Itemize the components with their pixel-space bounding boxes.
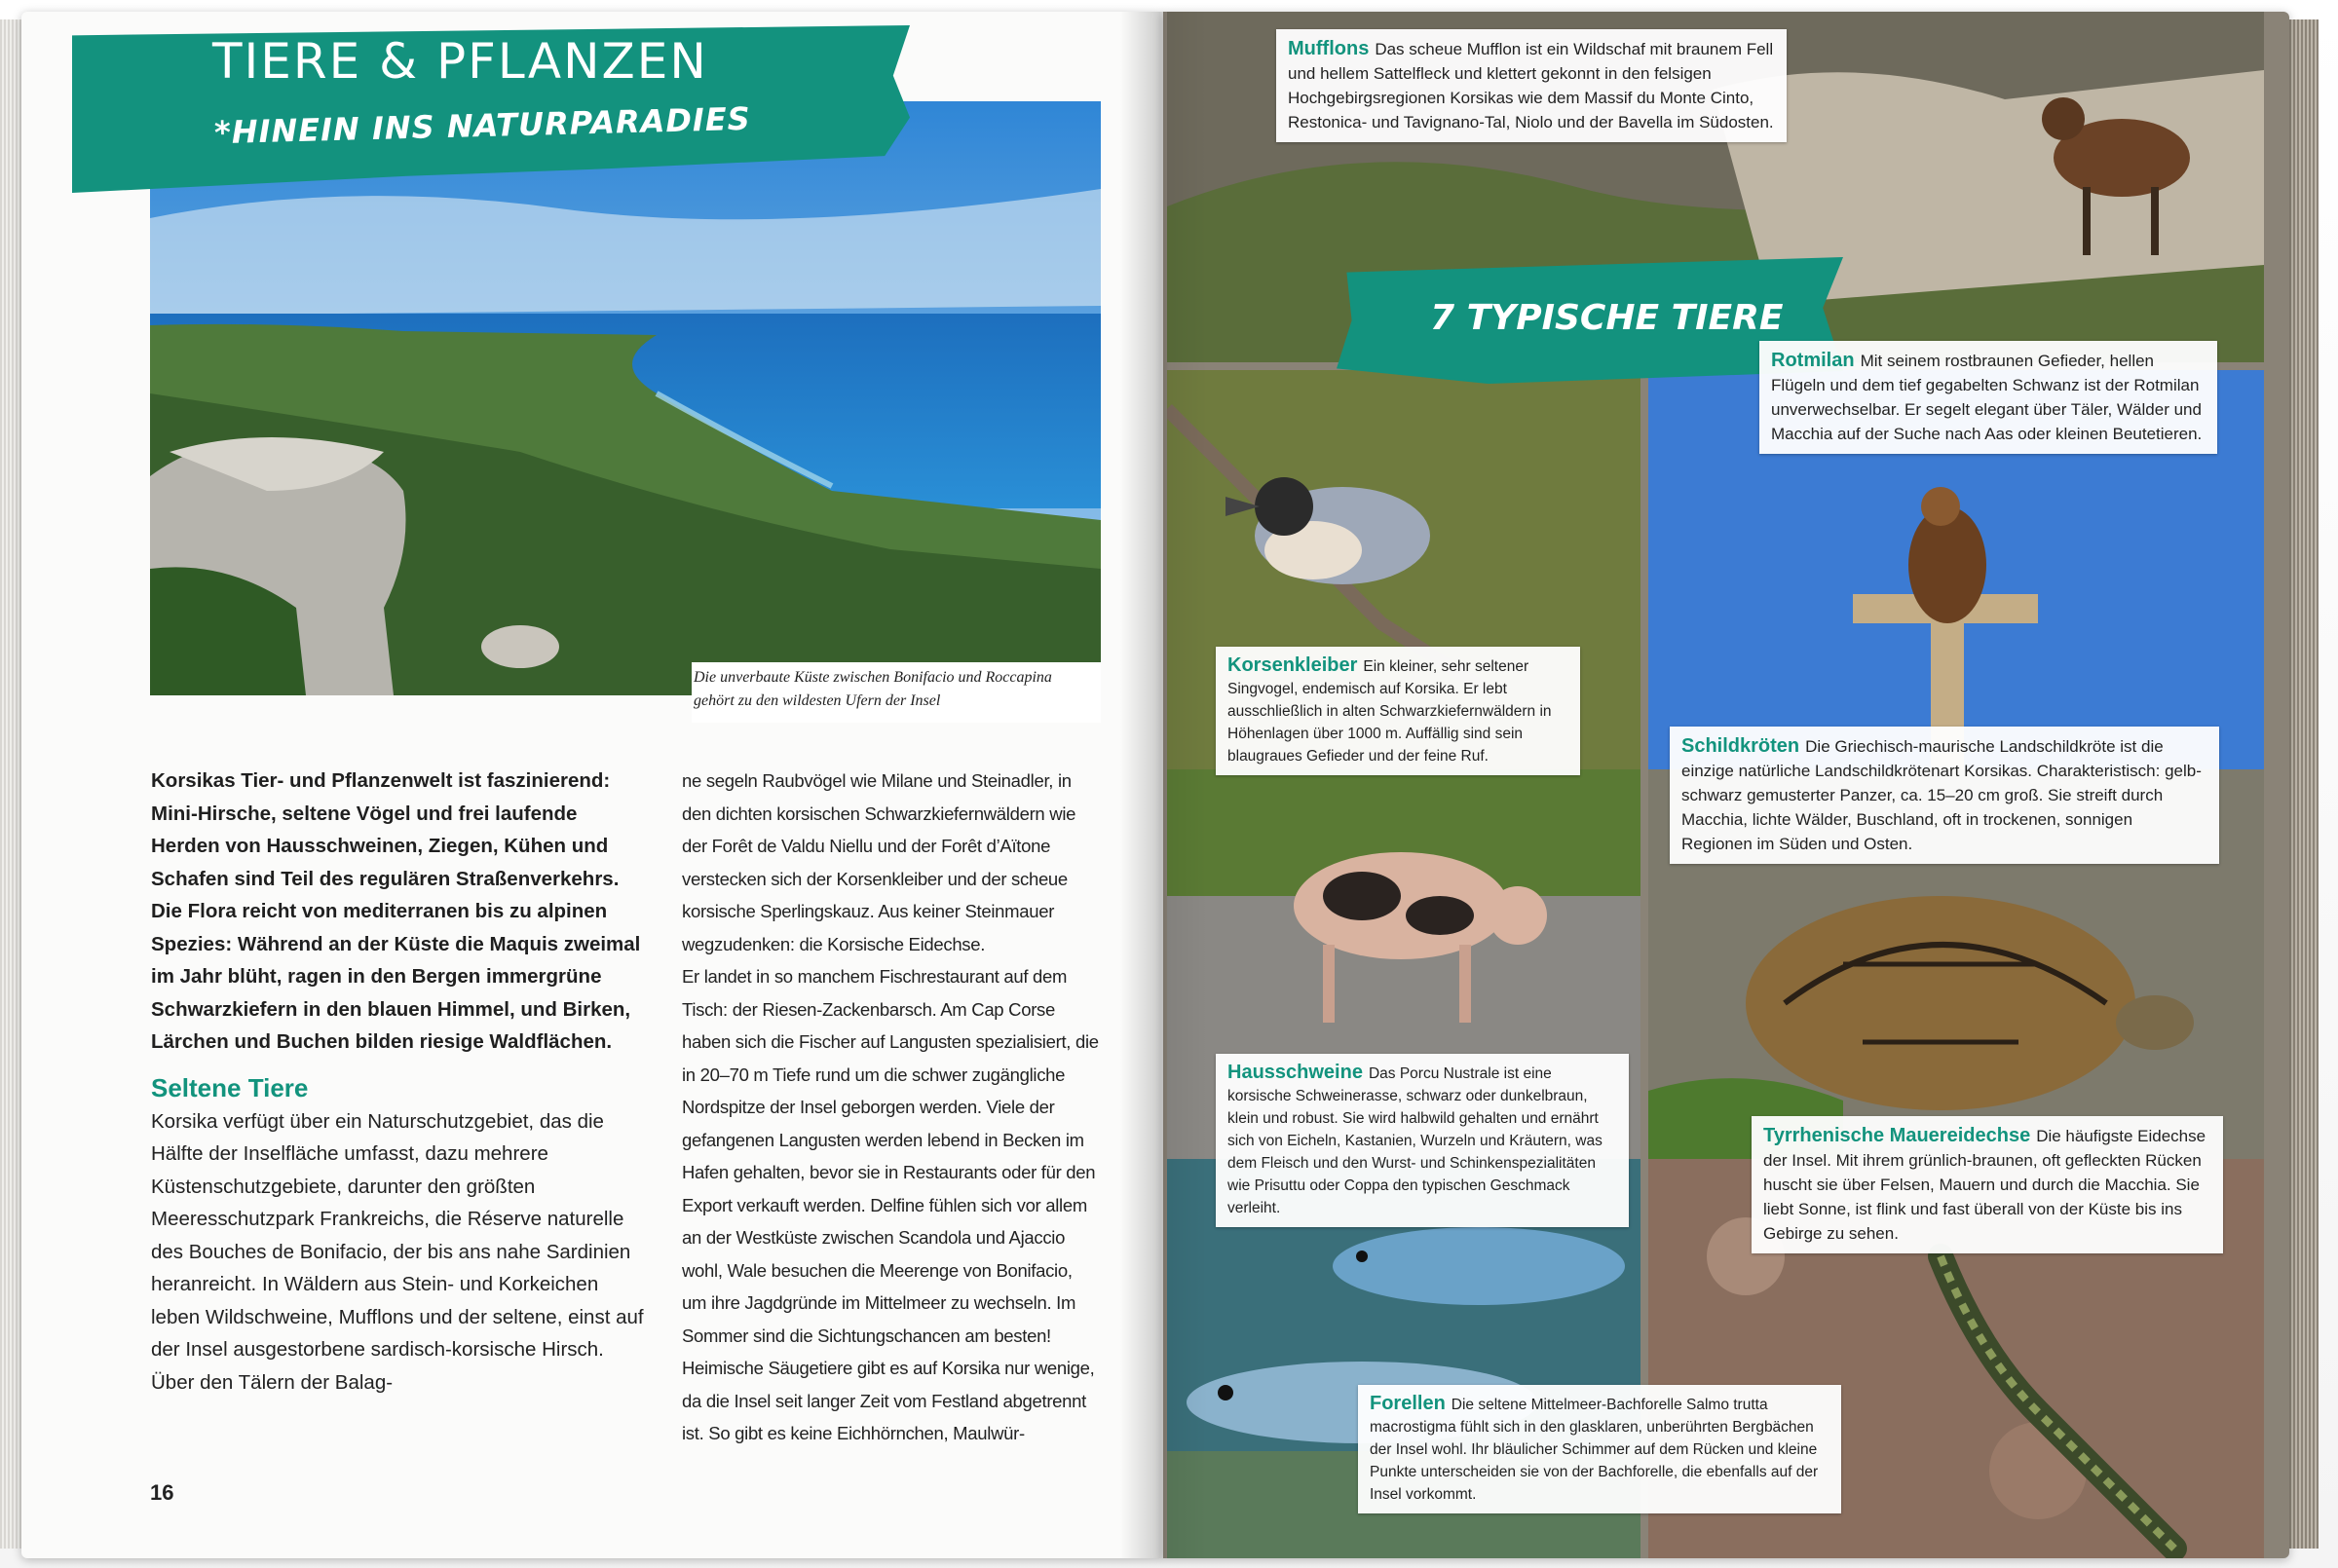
label-text: Ein kleiner, sehr seltener Singvogel, endemisch auf Korsika. Er lebt ausschließlich in alten Schwarzkiefernwäldern in Höhenlagen über 1000 m. Auffällig sind sein blaugraues Gefieder und der feine Ruf. — [1227, 658, 1552, 765]
body-paragraph-2b: Er landet in so manchem Fischrestaurant auf dem Tisch: der Riesen-Zackenbarsch. Am Cap Corse haben sich die Fischer auf Langusten spezialisiert, die in 20–70 m Tiefe rund um die schwer zugängliche Nordspitze der Insel geborgen werden. Viele der gefangenen Langusten werden lebend in Becken im Hafen gehalten, bevor sie in Restaurants oder für den Export verkauft werden. Delfine fühlen sich vor allem an der Westküste zwischen Scandola und Ajaccio wohl, Wale besuchen die Meerenge von Bonifacio, um ihre Jagdgründe im Mittelmeer zu wechseln. Im Sommer sind die Sichtungschancen am besten! Heimische Säugetiere gibt es auf Korsika nur wenige, da die Insel seit langer Zeit vom Festland abgetrennt ist. So gibt es keine Eichhörnchen, Maulwür- — [682, 966, 1099, 1443]
text-column-2 — [682, 765, 1101, 1450]
label-title: Mufflons — [1288, 38, 1370, 59]
label-title: Schildkröten — [1681, 735, 1800, 757]
body-paragraph-1: Korsika verfügt über ein Naturschutzgebiet, das die Hälfte der Inselfläche umfasst, dazu mehrere Küstenschutzgebiete, darunter den größten Meeresschutzpark Frankreichs, die Réserve naturelle des Bouches de Bonifacio, der bis ans nahe Sardinien heranreicht. In Wäldern aus Stein- und Korkeichen leben Wildschweine, Mufflons und der seltene, einst auf der Insel ausgestorbene sardisch-korsische Hirsch. Über den Tälern der Balag- — [151, 1109, 644, 1394]
section-badge-text: 7 TYPISCHE TIERE — [1430, 298, 1784, 338]
label-text: Die Griechisch-maurische Landschildkröte ist die einzige natürliche Landschildkrötenart Korsikas. Charakteristisch: gelb-schwarz gemusterter Panzer, ca. 15–20 cm groß. Sie streift durch Macchia, lichte Wälder, Buschland, oft in trockenen, sonnigen Regionen im Süden und Osten. — [1681, 737, 2202, 853]
photo-caption: Die unverbaute Küste zwischen Bonifacio und Roccapina gehört zu den wildesten Ufern der Insel — [694, 669, 1052, 709]
label-text: Das scheue Mufflon ist ein Wildschaf mit braunem Fell und hellem Sattelfleck und klettert gekonnt in den felsigen Hochgebirgsregionen Korsikas wie dem Massif du Monte Cinto, Restonica- und Tavignano-Tal, Niolo und der Bavella im Südosten. — [1288, 40, 1774, 131]
label-schildkroeten — [1670, 727, 2219, 864]
lead-paragraph: Korsikas Tier- und Pflanzenwelt ist faszinierend: Mini-Hirsche, seltene Vögel und frei laufende Herden von Hausschweinen, Ziegen, Kühen und Schafen sind Teil des regulären Straßenverkehrs. Die Flora reicht von mediterranen bis zu alpinen Spezies: Während an der Küste die Maquis zweimal im Jahr blüht, ragen in den Bergen immergrüne Schwarzkiefern in den blauen Himmel, und Birken, Lärchen und Buchen bilden riesige Waldflächen. — [151, 769, 641, 1053]
label-mufflons — [1276, 29, 1787, 142]
label-title: Korsenkleiber — [1227, 654, 1358, 676]
section-heading: Seltene Tiere — [151, 1072, 309, 1102]
label-rotmilan — [1759, 341, 2217, 454]
label-hausschweine — [1216, 1054, 1629, 1227]
page-title: TIERE & PFLANZEN — [212, 33, 708, 90]
label-korsenkleiber — [1216, 647, 1580, 775]
label-title: Hausschweine — [1227, 1062, 1363, 1083]
label-text: Mit seinem rostbraunen Gefieder, hellen Flügeln und dem tief gegabelten Schwanz ist der Rotmilan unverwechselbar. Er segelt elegant über Täler, Wälder und Macchia auf der Suche nach Aas oder kleinen Beutetieren. — [1771, 352, 2203, 443]
text-column-1 — [151, 765, 648, 1399]
label-text: Das Porcu Nustrale ist eine korsische Schweinerasse, schwarz oder dunkelbraun, klein und robust. Sie wird halbwild gehalten und ernährt sich von Eicheln, Kastanien, Wurzeln und Kräutern, was dem Fleisch und den Wurst- und Schinkenspezialitäten wie Prisuttu oder Coppa den typischen Geschmack verleiht. — [1227, 1065, 1603, 1216]
body-paragraph-2a: ne segeln Raubvögel wie Milane und Steinadler, in den dichten korsischen Schwarzkiefernwäldern wie der Forêt de Valdu Niellu und der Forêt d’Aïtone verstecken sich der Korsenkleiber und der scheue korsische Sperlingskauz. Aus keiner Steinmauer wegzudenken: die Korsische Eidechse. — [682, 770, 1076, 954]
label-title: Rotmilan — [1771, 350, 1855, 371]
page-subtitle: *HINEIN INS NATURPARADIES — [213, 99, 752, 152]
label-text: Die seltene Mittelmeer-Bachforelle Salmo trutta macrostigma fühlt sich in den glasklaren, unberührten Bergbächen der Insel wohl. Ihr bläulicher Schimmer auf dem Rücken und kleine Punkte unterscheiden sie von der Bachforelle, die ebenfalls auf der Insel vorkommt. — [1370, 1397, 1819, 1503]
label-title: Tyrrhenische Mauereidechse — [1763, 1125, 2031, 1146]
label-mauereidechse — [1752, 1116, 2223, 1253]
label-text: Die häufigste Eidechse der Insel. Mit ihrem grünlich-braunen, oft gefleckten Rücken huscht sie über Felsen, Mauern und durch die Macchia. Sie liebt Sonne, ist flink und fast überall von der Küste bis ins Gebirge zu sehen. — [1763, 1127, 2206, 1243]
label-forellen — [1358, 1385, 1841, 1513]
page-number: 16 — [150, 1480, 174, 1505]
coast-photo — [150, 101, 1101, 695]
label-title: Forellen — [1370, 1393, 1446, 1414]
